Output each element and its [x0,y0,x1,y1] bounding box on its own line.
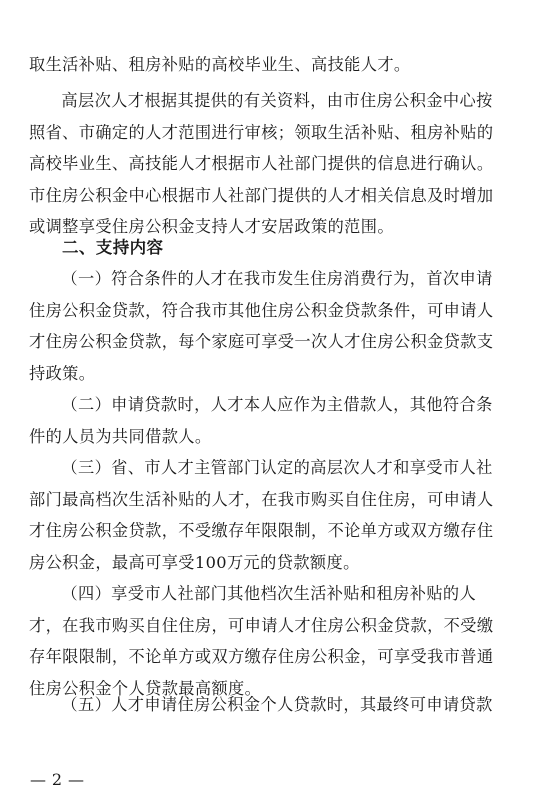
section-heading: 二、支持内容 [62,238,164,257]
item-1: （一）符合条件的人才在我市发生住房消费行为，首次申请住房公积金贷款，符合我市其他住房公积金贷款条件，可申请人才住房公积金贷款，每个家庭可享受一次人才住房公积金贷款支持政策。 [29,269,494,383]
item-5: （五）人才申请住房公积金个人贷款时，其最终可申请贷款 [61,695,493,714]
paragraph-review: 高层次人才根据其提供的有关资料，由市住房公积金中心按照省、市确定的人才范围进行审核；领取生活补贴、租房补贴的高校毕业生、高技能人才根据市人社部门提供的信息进行确认。市住房公积金中心根据市人社部门提供的人才相关信息及时增加或调整享受住房公积金支持人才安居政策的范围。 [29,91,494,236]
item-2: （二）申请贷款时，人才本人应作为主借款人，其他符合条件的人员为共同借款人。 [29,395,493,446]
paragraph-continuation: 取生活补贴、租房补贴的高校毕业生、高技能人才。 [29,55,411,74]
page-number: — 2 — [30,770,85,789]
item-3: （三）省、市人才主管部门认定的高层次人才和享受市人社部门最高档次生活补贴的人才，在我市购买自住住房，可申请人才住房公积金贷款，不受缴存年限限制，不论单方或双方缴存住房公积金，最高可享受100万元的贷款额度。 [29,458,494,572]
item-4: （四）享受市人社部门其他档次生活补贴和租房补贴的人才，在我市购买自住住房，可申请人才住房公积金贷款，不受缴存年限限制，不论单方或双方缴存住房公积金，可享受我市普通住房公积金个人贷款最高额度。 [29,584,494,698]
